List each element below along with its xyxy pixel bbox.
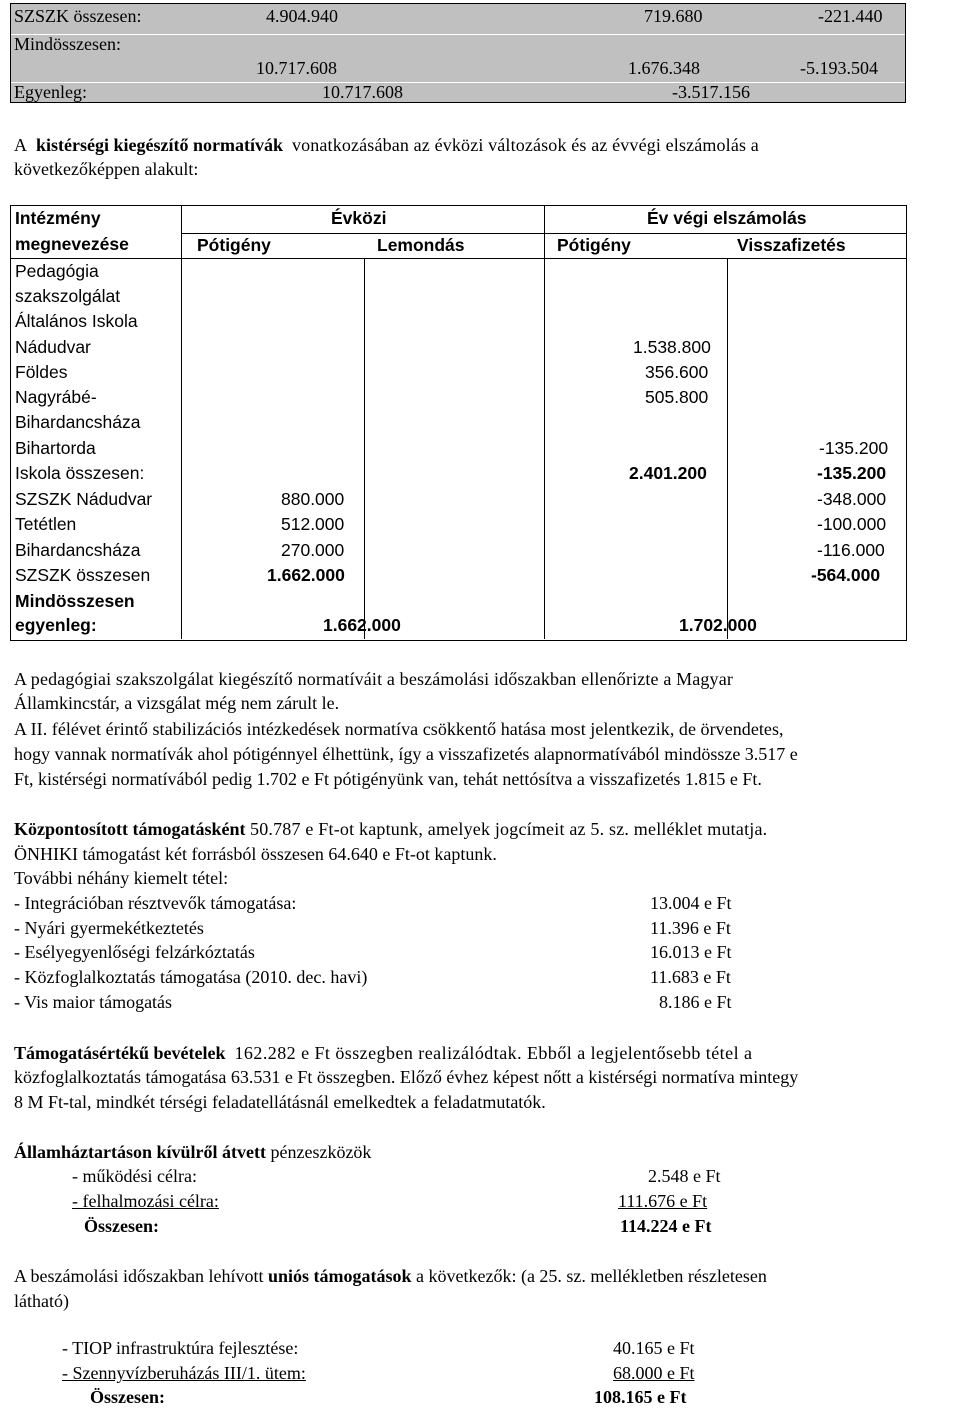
table-row-name: Földes	[15, 362, 68, 382]
list-item-value: 16.013 e Ft	[650, 942, 732, 962]
table-cell: 270.000	[281, 540, 345, 560]
section-label: szakszolgálat	[15, 286, 121, 306]
header-potigeny-1: Pótigény	[197, 235, 271, 255]
total-value: 1.662.000	[323, 615, 401, 635]
list-item-value: 68.000 e Ft	[613, 1363, 695, 1383]
header-megnevezese: megnevezése	[15, 234, 129, 254]
paragraph-line: A beszámolási időszakban lehívott uniós támogatások a következők: (a 25. sz. mellékletben részletesen	[14, 1266, 767, 1286]
paragraph-line: Központosított támogatásként 50.787 e Ft-ot kaptunk, amelyek jogcímeit az 5. sz. melléklet mutatja.	[14, 819, 768, 839]
table-cell: 356.600	[645, 362, 709, 382]
table-cell: -135.200	[819, 438, 889, 458]
summary-value-2b: 1.676.348	[628, 58, 700, 78]
list-item-value: 13.004 e Ft	[650, 893, 732, 913]
list-item-value: 111.676 e Ft	[618, 1191, 708, 1211]
table-row-name: Bihardancsháza	[15, 412, 141, 432]
list-item-label: - Vis maior támogatás	[14, 992, 173, 1012]
total-value: 1.702.000	[679, 615, 757, 635]
paragraph-line: Államkincstár, a vizsgálat még nem zárult le.	[14, 693, 340, 713]
total-label: Összesen:	[90, 1387, 165, 1407]
paragraph-line: Támogatásértékű bevételek 162.282 e Ft összegben realizálódtak. Ebből a legjelentősebb tétel a	[14, 1043, 753, 1063]
summary-label-1: SZSZK összesen:	[14, 6, 142, 26]
paragraph-line: közfoglalkoztatás támogatása 63.531 e Ft összegben. Előző évhez képest nőtt a kistérségi normatíva mintegy	[14, 1067, 799, 1087]
table-cell: 2.401.200	[629, 463, 707, 483]
table-row-name: Bihardancsháza	[15, 540, 141, 560]
table-cell: -348.000	[817, 489, 887, 509]
header-evvegi: Év végi elszámolás	[647, 208, 807, 228]
list-item-value: 11.396 e Ft	[650, 918, 731, 938]
list-item-label: - felhalmozási célra:	[72, 1191, 219, 1211]
table-cell: -564.000	[811, 565, 881, 585]
summary-value-1c: -221.440	[818, 6, 883, 26]
table-cell: 1.662.000	[267, 565, 345, 585]
total-label: Összesen:	[84, 1216, 159, 1236]
intro-line-1: A kistérségi kiegészítő normatívák vonatkozásában az évközi változások és az évvégi elszámolás a	[14, 135, 759, 155]
table-row-name: Nagyrábé-	[15, 387, 97, 407]
total-label: egyenleg:	[15, 615, 97, 635]
header-lemondas: Lemondás	[377, 235, 465, 255]
table-cell: 1.538.800	[633, 337, 711, 357]
summary-label-3: Egyenleg:	[14, 82, 87, 102]
table-cell: -135.200	[817, 463, 887, 483]
summary-value-2a: 10.717.608	[256, 58, 337, 78]
table-cell: -100.000	[817, 514, 887, 534]
paragraph-line: A pedagógiai szakszolgálat kiegészítő normatíváit a beszámolási időszakban ellenőrizte a Magyar	[14, 669, 733, 689]
header-evkozi: Évközi	[331, 208, 387, 228]
table-cell: 505.800	[645, 387, 709, 407]
table-cell: 512.000	[281, 514, 345, 534]
list-item-label: - Esélyegyenlőségi felzárkóztatás	[14, 942, 255, 962]
table-row-name: Bihartorda	[15, 438, 96, 458]
list-item-value: 40.165 e Ft	[613, 1338, 695, 1358]
table-cell: -116.000	[817, 540, 885, 560]
list-item-label: - Integrációban résztvevők támogatása:	[14, 893, 297, 913]
section-heading: Államháztartáson kívülről átvett pénzeszközök	[14, 1142, 372, 1162]
list-item-label: - működési célra:	[72, 1166, 197, 1186]
summary-label-2: Mindösszesen:	[14, 34, 121, 54]
header-visszafizetes: Visszafizetés	[737, 235, 846, 255]
total-label: Mindösszesen	[15, 591, 135, 611]
table-row-name: Tetétlen	[15, 514, 77, 534]
header-intezmeny: Intézmény	[15, 208, 101, 228]
summary-value-3b: -3.517.156	[672, 82, 750, 102]
table-row-name: Iskola összesen:	[15, 463, 145, 483]
list-item-label: - Nyári gyermekétkeztetés	[14, 918, 204, 938]
section-label: Általános Iskola	[15, 311, 138, 331]
summary-value-1a: 4.904.940	[266, 6, 338, 26]
normative-table	[10, 205, 907, 641]
table-row-name: SZSZK Nádudvar	[15, 489, 153, 509]
paragraph-line: Ft, kistérségi normatívából pedig 1.702 e Ft pótigényünk van, tehát nettósítva a visszafizetés 1.815 e Ft.	[14, 769, 762, 789]
summary-value-2c: -5.193.504	[800, 58, 878, 78]
table-row-name: Nádudvar	[15, 337, 91, 357]
section-label: Pedagógia	[15, 261, 99, 281]
summary-table	[10, 3, 906, 103]
intro-line-2: következőképpen alakult:	[14, 159, 199, 179]
list-item-label: - TIOP infrastruktúra fejlesztése:	[62, 1338, 299, 1358]
paragraph-line: 8 M Ft-tal, mindkét térségi feladatellátásnál emelkedtek a feladatmutatók.	[14, 1092, 546, 1112]
paragraph-line: ÖNHIKI támogatást két forrásból összesen 64.640 e Ft-ot kaptunk.	[14, 844, 497, 864]
paragraph-line: látható)	[14, 1291, 69, 1311]
paragraph-line: További néhány kiemelt tétel:	[14, 868, 229, 888]
paragraph-line: A II. félévet érintő stabilizációs intézkedések normatíva csökkentő hatása most jelentkezik, de örvendetes,	[14, 719, 784, 739]
list-item-value: 2.548 e Ft	[648, 1166, 721, 1186]
total-value: 114.224 e Ft	[620, 1216, 712, 1236]
paragraph-line: hogy vannak normatívák ahol pótigénnyel élhettünk, így a visszafizetés alapnormatívából mindössze 3.517 e	[14, 744, 798, 764]
summary-value-1b: 719.680	[644, 6, 703, 26]
list-item-label: - Közfoglalkoztatás támogatása (2010. dec. havi)	[14, 967, 368, 987]
table-cell: 880.000	[281, 489, 345, 509]
total-value: 108.165 e Ft	[594, 1387, 687, 1407]
summary-value-3a: 10.717.608	[322, 82, 403, 102]
table-row-name: SZSZK összesen	[15, 565, 151, 585]
list-item-value: 8.186 e Ft	[659, 992, 732, 1012]
list-item-value: 11.683 e Ft	[650, 967, 731, 987]
list-item-label: - Szennyvízberuházás III/1. ütem:	[62, 1363, 306, 1383]
header-potigeny-2: Pótigény	[557, 235, 631, 255]
